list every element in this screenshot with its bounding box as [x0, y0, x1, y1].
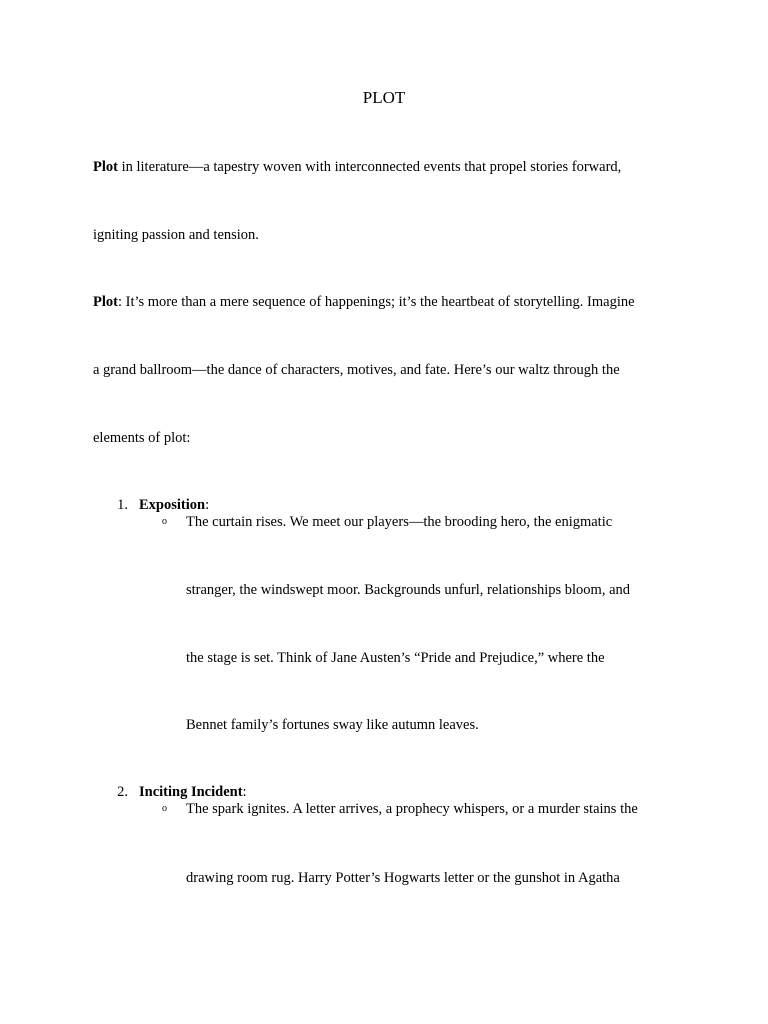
paragraph-1-text: in literature—a tapestry woven with interconnected events that propel stories forward,	[117, 159, 622, 175]
paragraph-2-line-2: a grand ballroom—the dance of characters, motives, and fate. Here’s our waltz through the	[93, 362, 620, 378]
list-item-heading	[139, 783, 247, 801]
paragraph-2-line-1	[93, 293, 635, 311]
paragraph-2-line-3: elements of plot:	[93, 430, 191, 446]
page-title: PLOT	[362, 88, 406, 107]
list-item-text-line: The spark ignites. A letter arrives, a prophecy whispers, or a murder stains the	[186, 801, 638, 817]
list-number: 1.	[117, 497, 128, 513]
paragraph-1-line-2: igniting passion and tension.	[93, 227, 259, 243]
paragraph-2-text: : It’s more than a mere sequence of happenings; it’s the heartbeat of storytelling. Imagine	[117, 294, 635, 310]
plot-term: Plot	[93, 294, 118, 310]
plot-term: Plot	[93, 159, 118, 175]
list-item-term: Inciting Incident	[139, 784, 243, 800]
list-item-text-line: stranger, the windswept moor. Backgrounds unfurl, relationships bloom, and	[186, 582, 631, 598]
list-item-text-line: The curtain rises. We meet our players—the brooding hero, the enigmatic	[186, 514, 613, 530]
list-item-text-line: the stage is set. Think of Jane Austen’s “Pride and Prejudice,” where the	[186, 650, 605, 666]
bullet-icon: o	[162, 803, 167, 814]
list-number: 2.	[117, 784, 128, 800]
list-item-colon: :	[205, 497, 210, 513]
paragraph-1-line-1	[93, 158, 621, 176]
list-item-colon: :	[242, 784, 247, 800]
bullet-icon: o	[162, 516, 167, 527]
list-item-heading	[139, 496, 209, 514]
list-item-text-line: drawing room rug. Harry Potter’s Hogwarts letter or the gunshot in Agatha	[186, 870, 620, 886]
list-item-text-line: Bennet family’s fortunes sway like autumn leaves.	[186, 717, 479, 733]
list-item-term: Exposition	[139, 497, 206, 513]
